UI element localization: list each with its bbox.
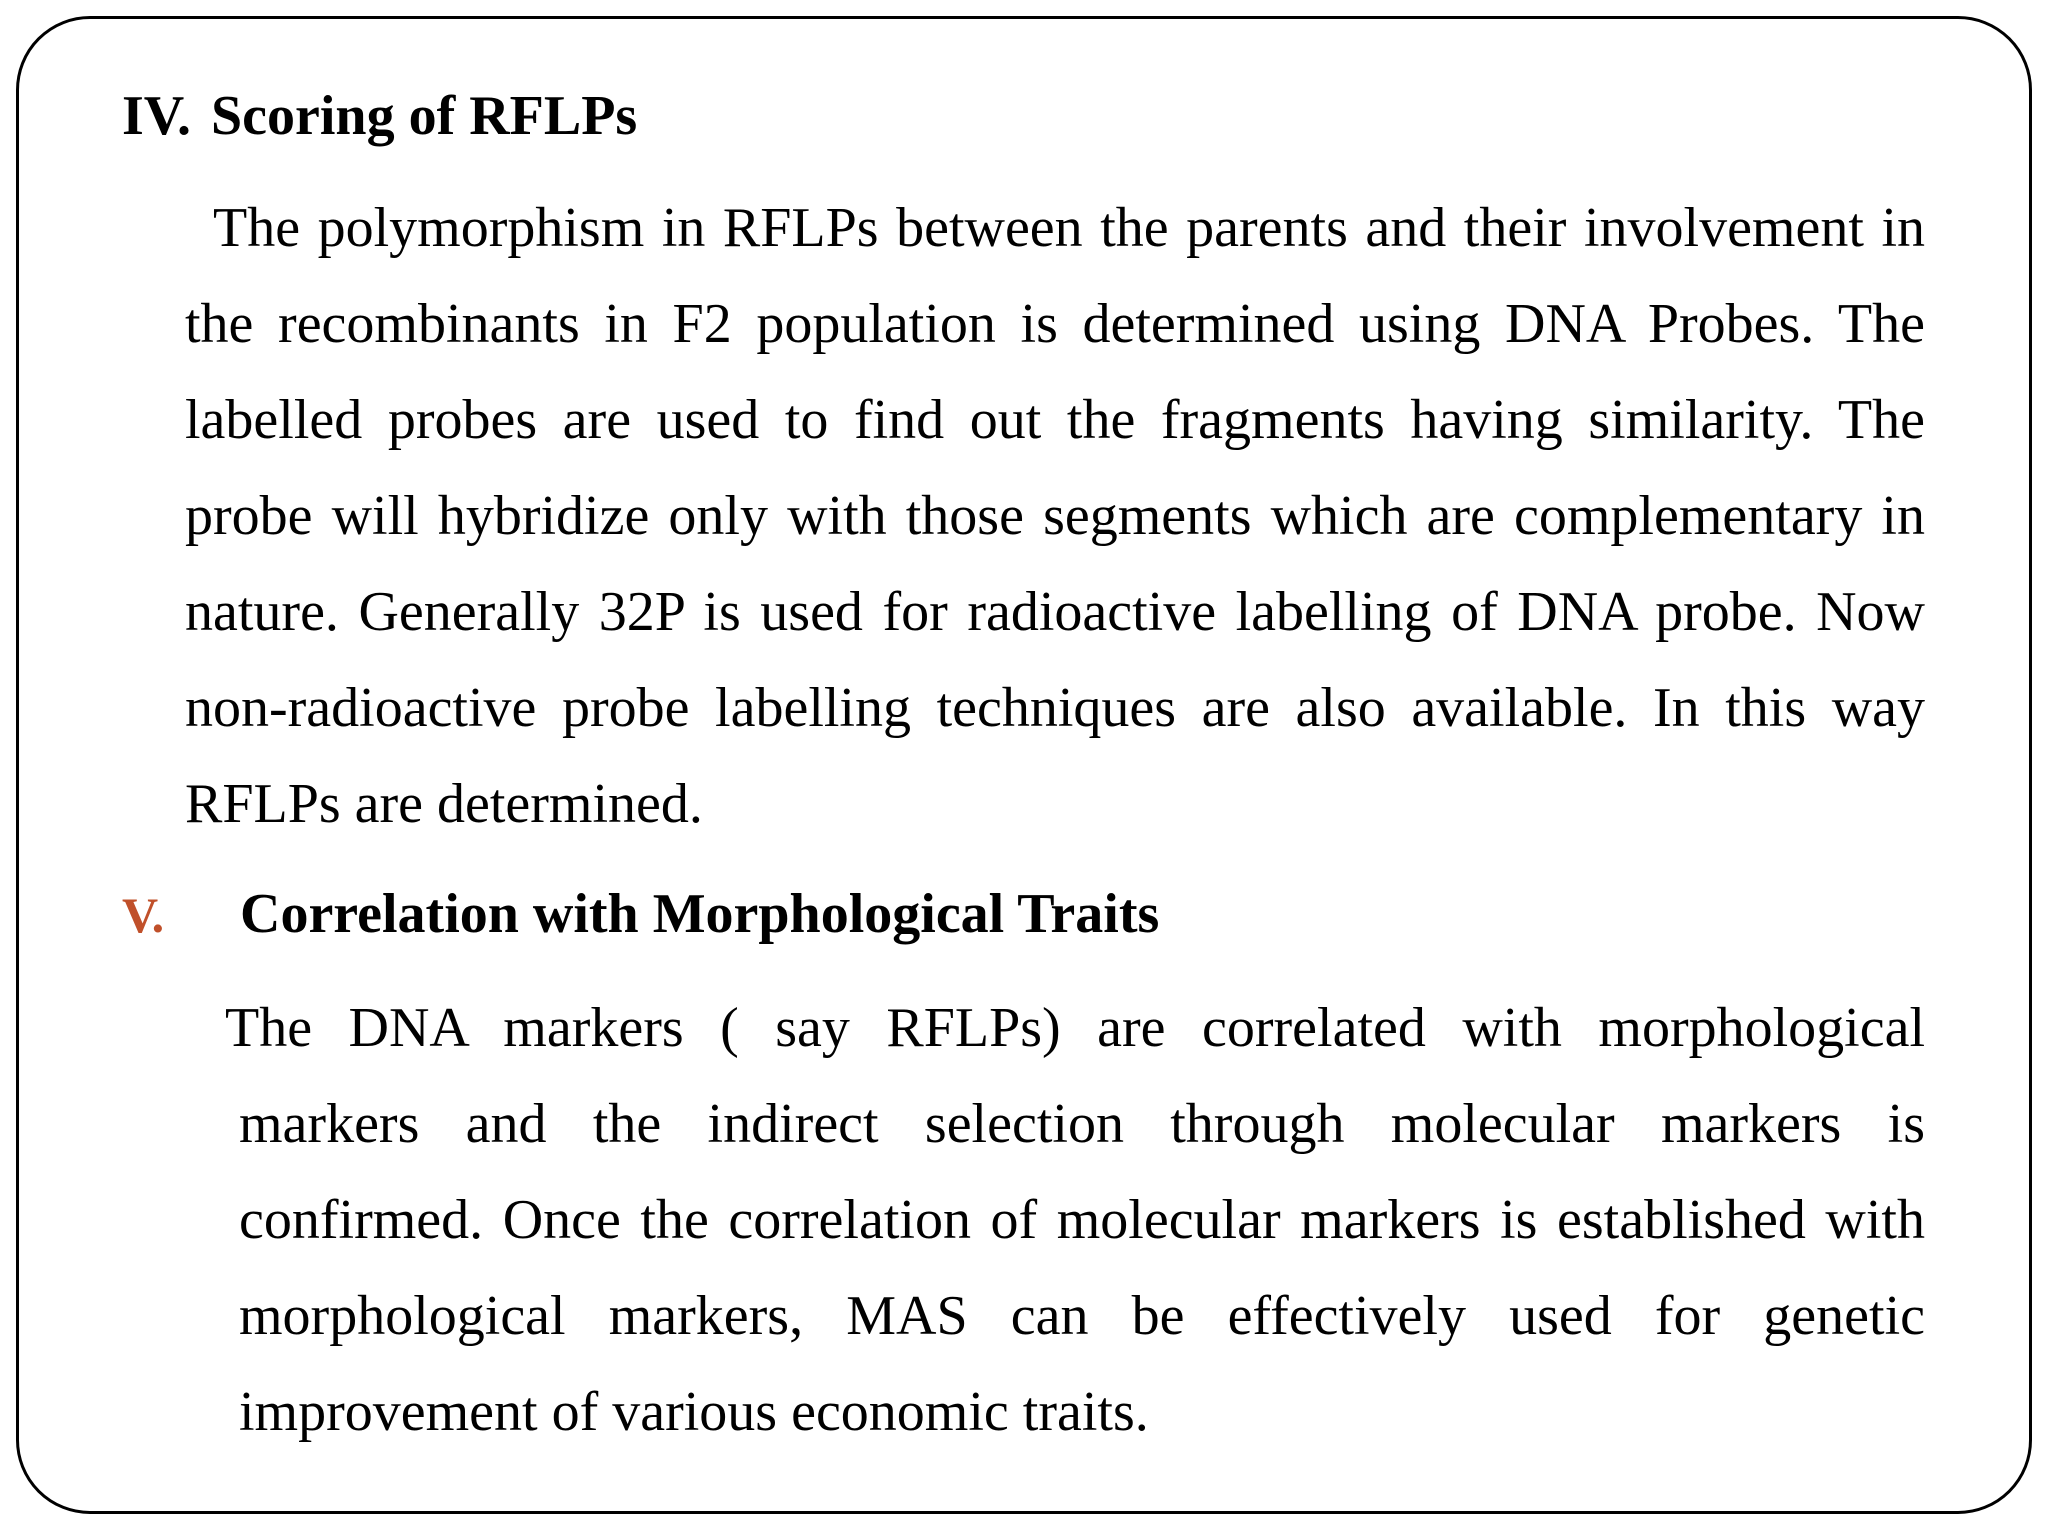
paragraph-line: non-radioactive probe labelling techniques are also available. In this way (185, 677, 1925, 739)
paragraph-line: nature. Generally 32P is used for radioactive labelling of DNA probe. Now (185, 581, 1925, 643)
section-number: V. (122, 887, 165, 943)
paragraph-line: confirmed. Once the correlation of molecular markers is established with (239, 1189, 1925, 1251)
paragraph-correlation-with-morphological-traits (225, 980, 1925, 1460)
section-title: Scoring of RFLPs (211, 85, 638, 147)
paragraph-line: markers and the indirect selection through molecular markers is (239, 1093, 1925, 1155)
paragraph-line: morphological markers, MAS can be effectively used for genetic (239, 1285, 1925, 1347)
paragraph-line: the recombinants in F2 population is determined using DNA Probes. The (185, 293, 1925, 355)
paragraph-scoring-of-rflps (185, 180, 1925, 852)
paragraph-line: labelled probes are used to find out the fragments having similarity. The (185, 389, 1925, 451)
section-title: Correlation with Morphological Traits (240, 883, 1160, 945)
section-heading-scoring (122, 84, 637, 148)
section-heading-correlation (122, 882, 1159, 947)
paragraph-line: improvement of various economic traits. (239, 1381, 1149, 1443)
section-number: IV. (122, 85, 192, 147)
paragraph-line: The DNA markers ( say RFLPs) are correlated with morphological (225, 997, 1925, 1059)
paragraph-line: The polymorphism in RFLPs between the parents and their involvement in (213, 197, 1925, 259)
paragraph-line: probe will hybridize only with those segments which are complementary in (185, 485, 1925, 547)
paragraph-line: RFLPs are determined. (185, 773, 703, 835)
